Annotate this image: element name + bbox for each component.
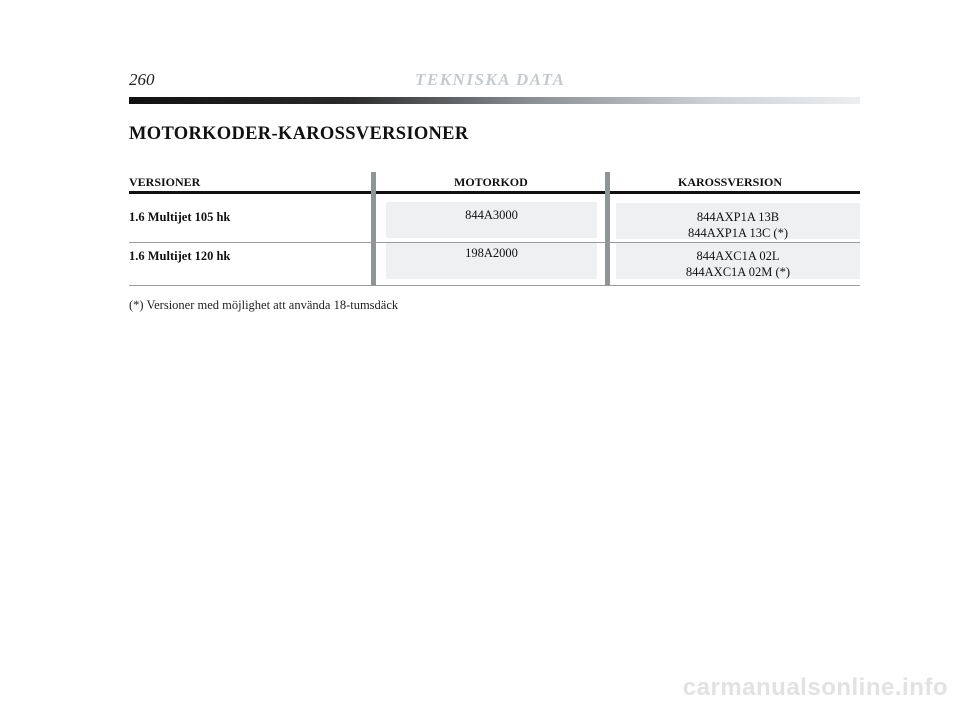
engine-code-cell: 198A2000 xyxy=(465,246,518,260)
page-title: MOTORKODER-KAROSSVERSIONER xyxy=(129,124,469,144)
version-cell: 1.6 Multijet 105 hk xyxy=(129,210,231,224)
engine-code-cell: 844A3000 xyxy=(465,208,518,222)
section-title: TEKNISKA DATA xyxy=(415,70,566,89)
watermark: carmanualsonline.info xyxy=(682,674,948,701)
body-version-cell xyxy=(616,248,860,280)
row-rule xyxy=(129,242,860,243)
column-divider xyxy=(371,172,376,286)
page-number: 260 xyxy=(129,70,155,89)
body-version-line: 844AXP1A 13C (*) xyxy=(687,226,788,240)
column-header-body-version: KAROSSVERSION xyxy=(678,175,783,189)
column-header-engine-code: MOTORKOD xyxy=(454,175,528,189)
engine-code-table xyxy=(129,172,860,288)
version-cell: 1.6 Multijet 120 hk xyxy=(129,249,231,263)
body-version-cell xyxy=(616,209,860,241)
body-version-line: 844AXP1A 13B xyxy=(696,210,780,224)
column-divider xyxy=(605,172,610,286)
column-header-versions: VERSIONER xyxy=(129,175,201,189)
header-gradient-rule xyxy=(129,97,860,104)
body-version-line: 844AXC1A 02L xyxy=(696,249,780,263)
header-rule xyxy=(129,191,860,194)
row-rule xyxy=(129,285,860,286)
body-version-line: 844AXC1A 02M (*) xyxy=(685,265,791,279)
footnote: (*) Versioner med möjlighet att använda 18-tumsdäck xyxy=(129,298,399,312)
